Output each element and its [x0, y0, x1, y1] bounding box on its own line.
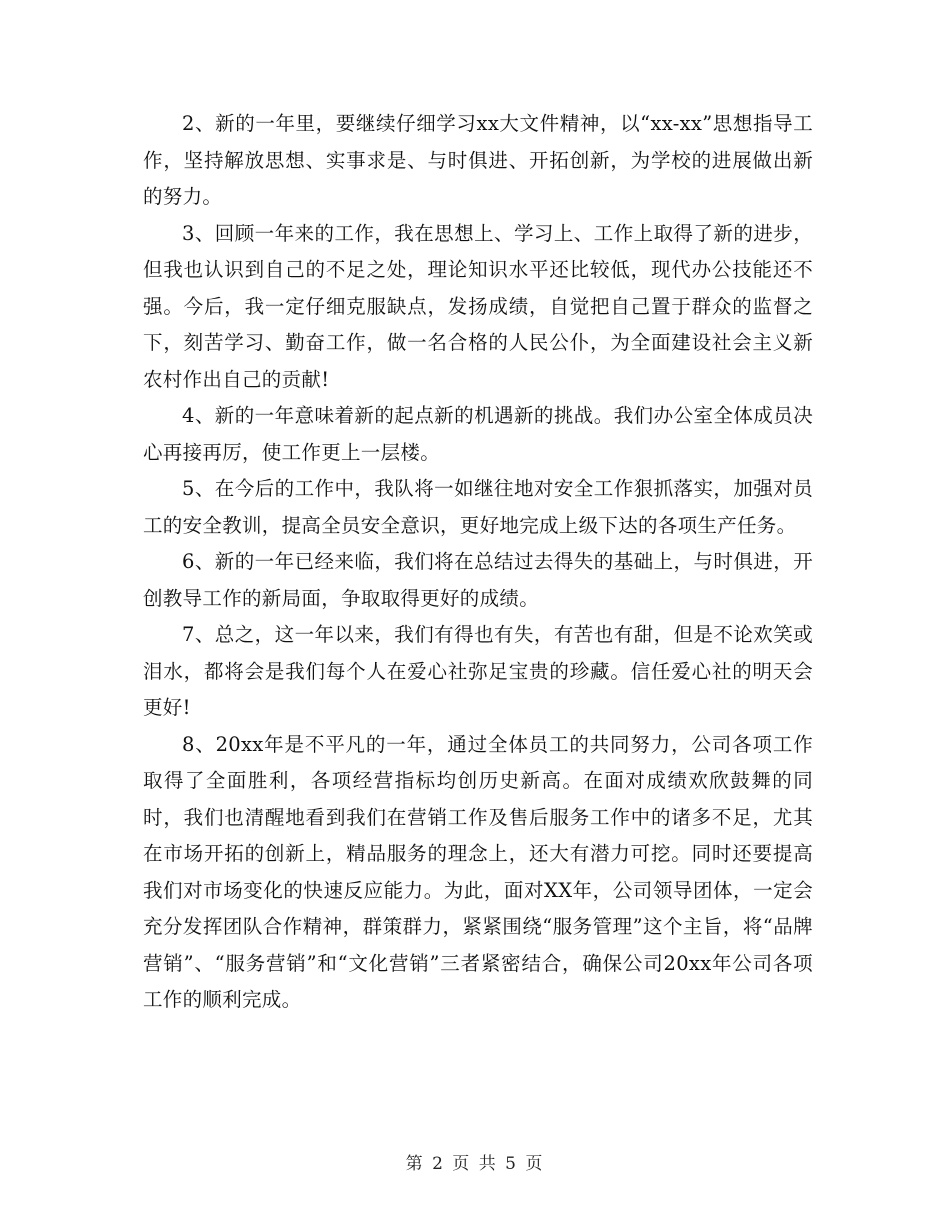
paragraph-5: 5、在今后的工作中，我队将一如继往地对安全工作狠抓落实，加强对员工的安全教训，提高全员安全意识，更好地完成上级下达的各项生产任务。	[143, 477, 813, 537]
paragraph-6: 6、新的一年已经来临，我们将在总结过去得失的基础上，与时俱进，开创教导工作的新局面，争取取得更好的成绩。	[143, 550, 813, 610]
paragraph-4: 4、新的一年意味着新的起点新的机遇新的挑战。我们办公室全体成员决心再接再厉，使工作更上一层楼。	[143, 404, 813, 464]
paragraph-8: 8、20xx年是不平凡的一年，通过全体员工的共同努力，公司各项工作取得了全面胜利，各项经营指标均创历史新高。在面对成绩欢欣鼓舞的同时，我们也清醒地看到我们在营销工作及售后服务工作中的诸多不足，尤其在市场开拓的创新上，精品服务的理念上，还大有潜力可挖。同时还要提高我们对市场变化的快速反应能力。为此，面对XX年，公司领导团体，一定会充分发挥团队合作精神，群策群力，紧紧围绕“服务管理”这个主旨，将“品牌营销”、“服务营销”和“文化营销”三者紧密结合，确保公司20xx年公司各项工作的顺利完成。	[143, 732, 813, 1011]
paragraph-7: 7、总之，这一年以来，我们有得也有失，有苦也有甜，但是不论欢笑或泪水，都将会是我们每个人在爱心社弥足宝贵的珍藏。信任爱心社的明天会更好!	[143, 623, 813, 719]
paragraph-2: 2、新的一年里，要继续仔细学习xx大文件精神，以“xx-xx”思想指导工作，坚持解放思想、实事求是、与时俱进、开拓创新，为学校的进展做出新的努力。	[143, 112, 813, 208]
paragraph-3: 3、回顾一年来的工作，我在思想上、学习上、工作上取得了新的进步，但我也认识到自己的不足之处，理论知识水平还比较低，现代办公技能还不强。今后，我一定仔细克服缺点，发扬成绩，自觉把自己置于群众的监督之下，刻苦学习、勤奋工作，做一名合格的人民公仆，为全面建设社会主义新农村作出自己的贡献!	[143, 221, 813, 391]
document-body	[143, 106, 813, 1019]
page-number-footer: 第 2 页 共 5 页	[405, 1154, 545, 1174]
